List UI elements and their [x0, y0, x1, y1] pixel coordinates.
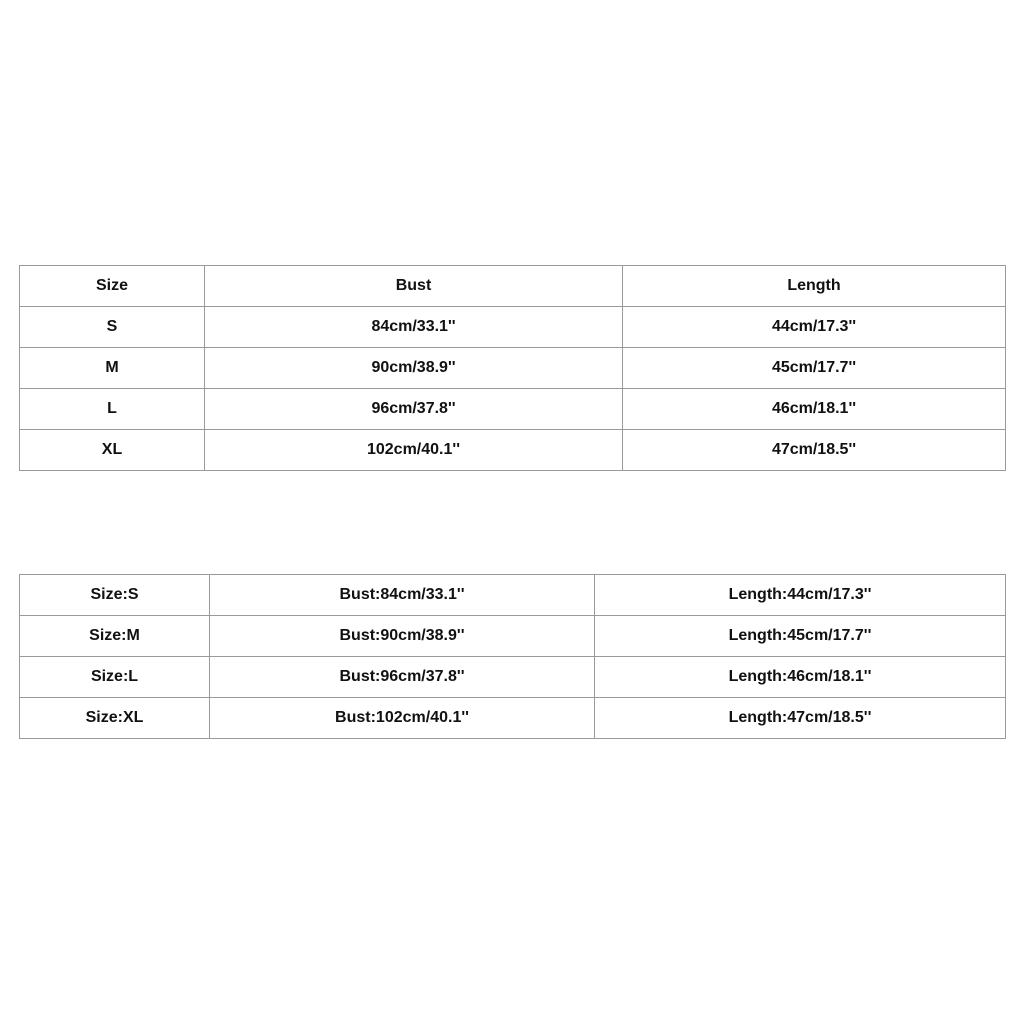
cell-bust: 102cm/40.1''	[205, 430, 623, 471]
cell-bust: 96cm/37.8''	[205, 389, 623, 430]
cell-size: M	[20, 348, 205, 389]
cell-size: S	[20, 307, 205, 348]
cell-bust: 84cm/33.1''	[205, 307, 623, 348]
table-header-row	[20, 266, 1006, 307]
cell-bust: Bust:102cm/40.1''	[210, 698, 595, 739]
cell-size: Size:S	[20, 575, 210, 616]
table-row	[20, 698, 1006, 739]
cell-length: Length:46cm/18.1''	[595, 657, 1006, 698]
table-row	[20, 616, 1006, 657]
size-chart-table	[19, 265, 1006, 471]
cell-bust: Bust:90cm/38.9''	[210, 616, 595, 657]
header-length: Length	[623, 266, 1006, 307]
cell-length: Length:47cm/18.5''	[595, 698, 1006, 739]
size-list-table	[19, 574, 1006, 739]
cell-size: L	[20, 389, 205, 430]
table-row	[20, 307, 1006, 348]
header-bust: Bust	[205, 266, 623, 307]
cell-size: Size:L	[20, 657, 210, 698]
cell-length: 44cm/17.3''	[623, 307, 1006, 348]
table-row	[20, 389, 1006, 430]
cell-size: Size:M	[20, 616, 210, 657]
table-row	[20, 348, 1006, 389]
cell-length: 47cm/18.5''	[623, 430, 1006, 471]
table-row	[20, 430, 1006, 471]
cell-bust: Bust:96cm/37.8''	[210, 657, 595, 698]
cell-length: Length:44cm/17.3''	[595, 575, 1006, 616]
table-row	[20, 575, 1006, 616]
cell-length: Length:45cm/17.7''	[595, 616, 1006, 657]
cell-bust: Bust:84cm/33.1''	[210, 575, 595, 616]
cell-size: XL	[20, 430, 205, 471]
cell-length: 46cm/18.1''	[623, 389, 1006, 430]
cell-size: Size:XL	[20, 698, 210, 739]
table-row	[20, 657, 1006, 698]
cell-length: 45cm/17.7''	[623, 348, 1006, 389]
header-size: Size	[20, 266, 205, 307]
cell-bust: 90cm/38.9''	[205, 348, 623, 389]
